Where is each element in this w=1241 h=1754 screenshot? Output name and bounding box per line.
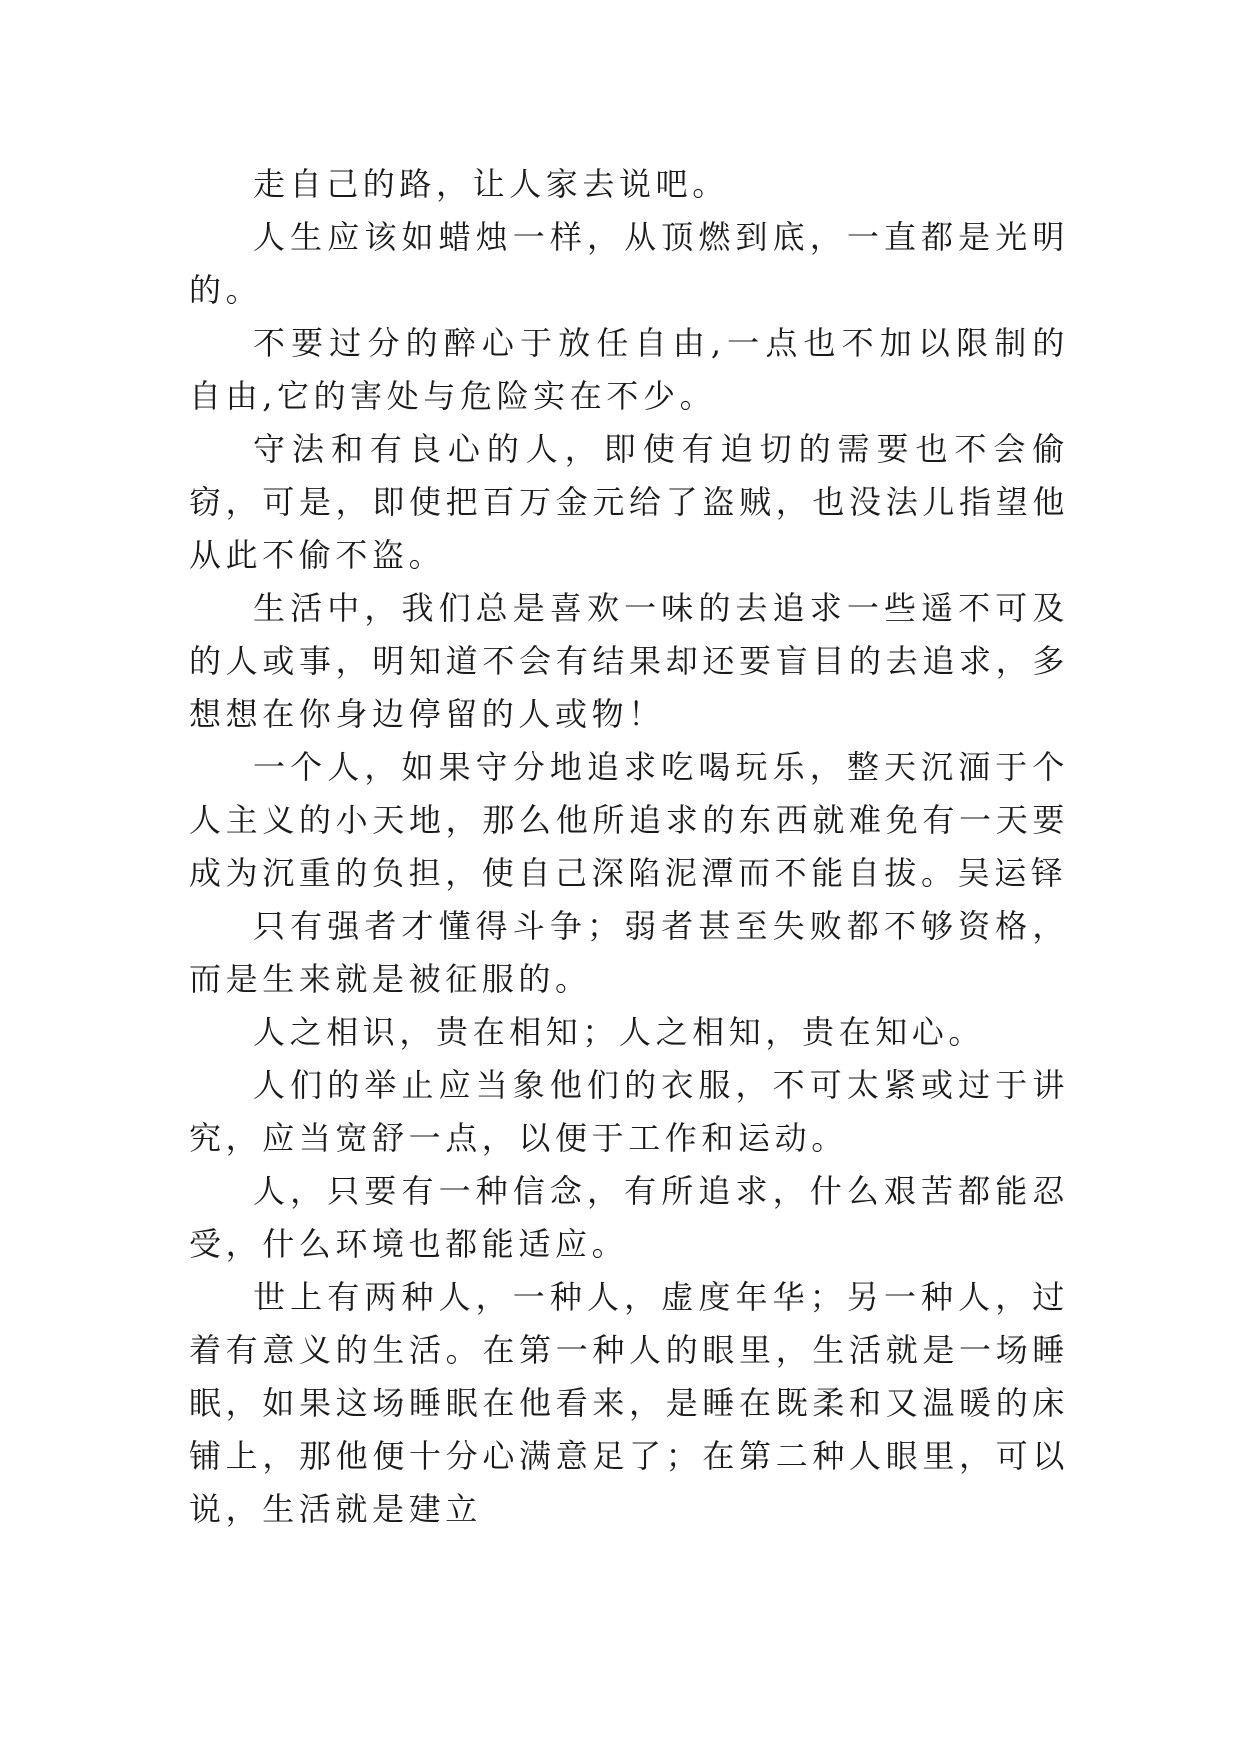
paragraph: 人们的举止应当象他们的衣服，不可太紧或过于讲究，应当宽舒一点，以便于工作和运动。 [189, 1066, 1069, 1157]
paragraph: 一个人，如果守分地追求吃喝玩乐，整天沉湎于个人主义的小天地，那么他所追求的东西就难免有一天要成为沉重的负担，使自己深陷泥潭而不能自拔。吴运铎 [189, 748, 1069, 892]
paragraph: 人生应该如蜡烛一样，从顶燃到底，一直都是光明的。 [189, 218, 1069, 309]
paragraph: 世上有两种人，一种人，虚度年华；另一种人，过着有意义的生活。在第一种人的眼里，生活就是一场睡眠，如果这场睡眠在他看来，是睡在既柔和又温暖的床铺上，那他便十分心满意足了；在第二种人眼里，可以说，生活就是建立 [189, 1278, 1069, 1528]
paragraph: 不要过分的醉心于放任自由,一点也不加以限制的自由,它的害处与危险实在不少。 [189, 324, 1069, 415]
paragraph: 走自己的路，让人家去说吧。 [253, 165, 729, 203]
paragraph: 守法和有良心的人，即使有迫切的需要也不会偷窃，可是，即使把百万金元给了盗贼，也没法儿指望他从此不偷不盗。 [189, 430, 1069, 574]
document-body [189, 158, 1069, 1536]
paragraph: 人之相识，贵在相知；人之相知，贵在知心。 [253, 1013, 986, 1051]
paragraph: 生活中，我们总是喜欢一味的去追求一些遥不可及的人或事，明知道不会有结果却还要盲目的去追求，多想想在你身边停留的人或物！ [189, 589, 1069, 733]
paragraph: 人，只要有一种信念，有所追求，什么艰苦都能忍受，什么环境也都能适应。 [189, 1172, 1069, 1263]
paragraph: 只有强者才懂得斗争；弱者甚至失败都不够资格，而是生来就是被征服的。 [189, 907, 1069, 998]
